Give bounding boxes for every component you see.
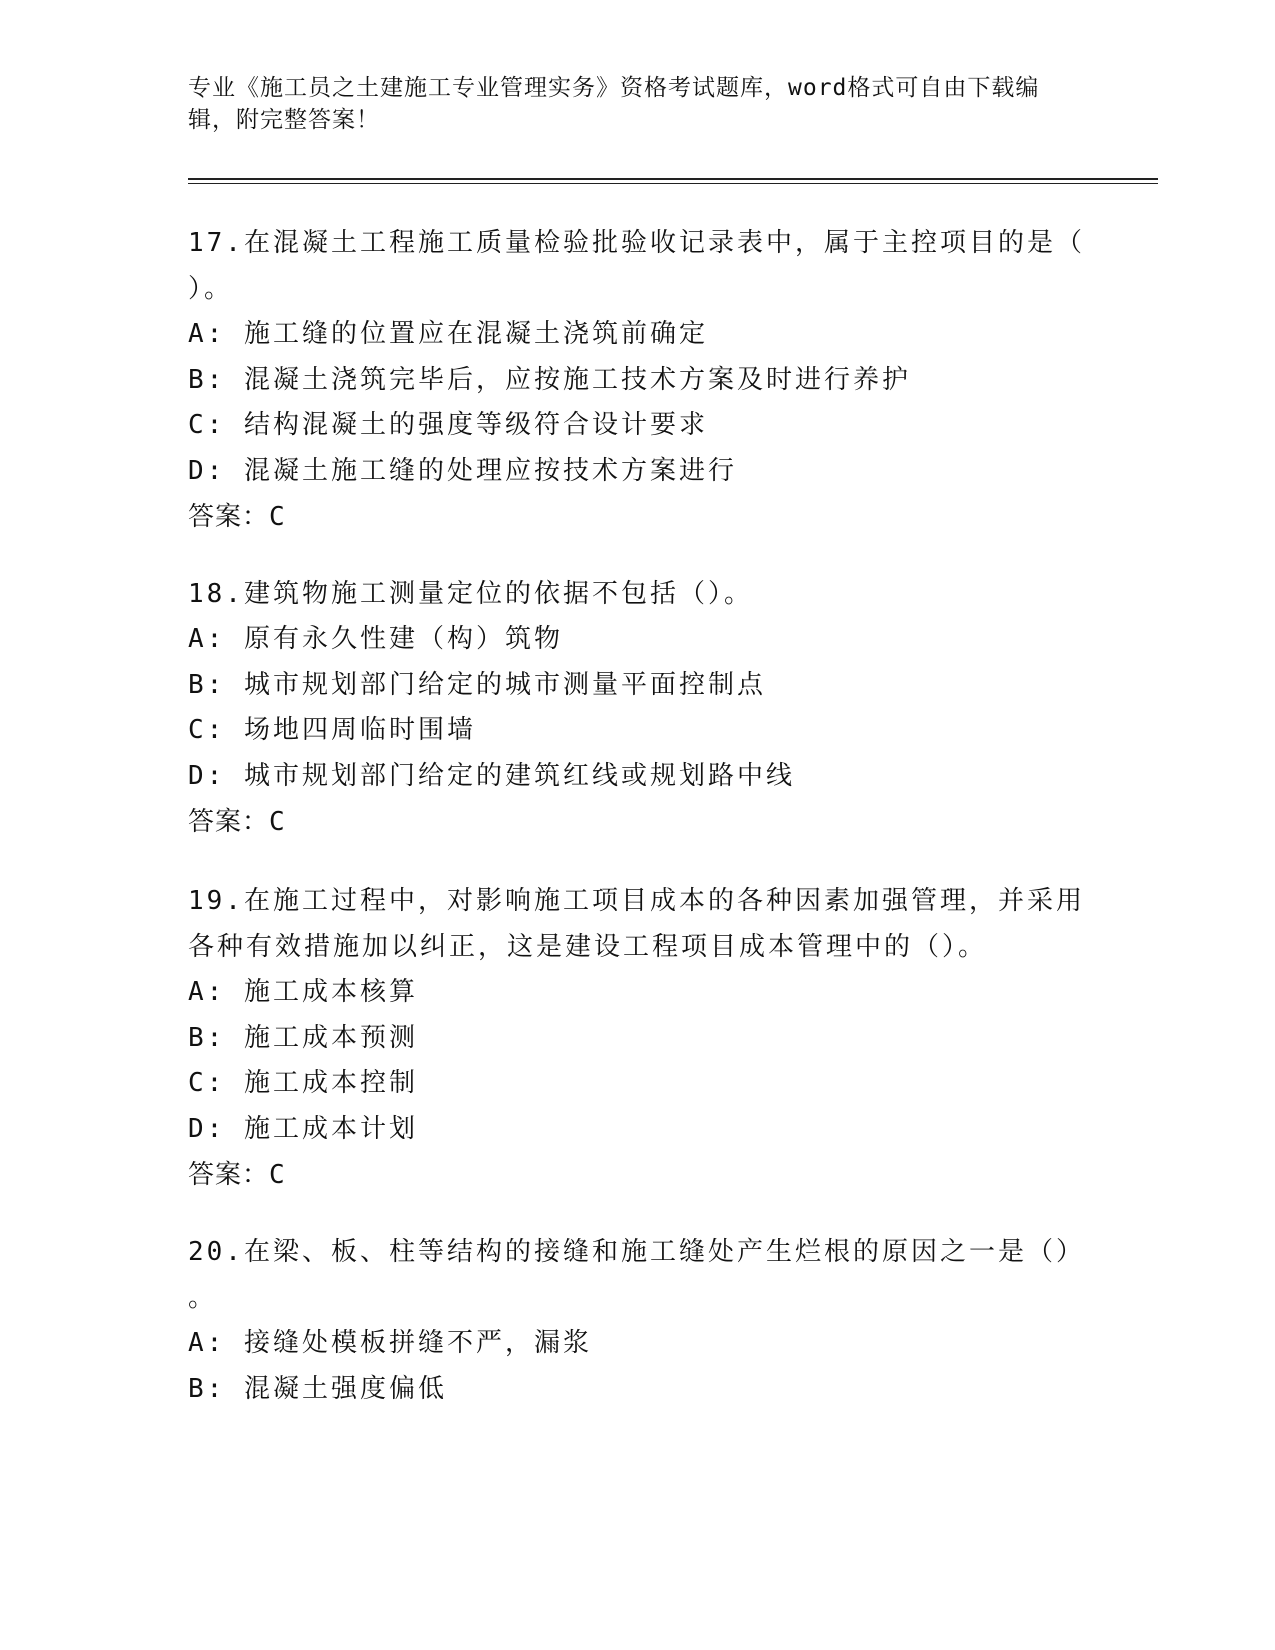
option-d: D: 城市规划部门给定的建筑红线或规划路中线 (188, 760, 795, 791)
option-d: D: 混凝土施工缝的处理应按技术方案进行 (188, 455, 737, 486)
option-b: B: 混凝土浇筑完毕后，应按施工技术方案及时进行养护 (188, 364, 911, 395)
question-stem: 19.在施工过程中，对影响施工项目成本的各种因素加强管理，并采用 (188, 886, 1085, 916)
option-d: D: 施工成本计划 (188, 1113, 418, 1144)
answer-line (188, 494, 1088, 540)
question-stem-continued: 各种有效措施加以纠正，这是建设工程项目成本管理中的（）。 (188, 932, 988, 962)
answer-label: 答案： (188, 807, 270, 837)
option-b: B: 混凝土强度偏低 (188, 1373, 447, 1404)
question-stem-continued: 。 (188, 1283, 218, 1313)
answer-label: 答案： (188, 1160, 270, 1190)
option-c: C: 施工成本控制 (188, 1068, 418, 1098)
option-a: A: 施工成本核算 (188, 977, 418, 1007)
answer-value: C (269, 502, 286, 532)
question-stem: 17.在混凝土工程施工质量检验批验收记录表中，属于主控项目的是（ (188, 228, 1085, 258)
option-a: A: 原有永久性建（构）筑物 (188, 624, 563, 654)
option-b: B: 施工成本预测 (188, 1022, 418, 1053)
question-stem-continued: ）。 (188, 274, 234, 304)
answer-label: 答案： (188, 502, 270, 532)
option-a: A: 接缝处模板拼缝不严，漏浆 (188, 1328, 592, 1358)
answer-value: C (269, 807, 286, 837)
question-stem: 20.在梁、板、柱等结构的接缝和施工缝处产生烂根的原因之一是（） (188, 1237, 1085, 1267)
option-a: A: 施工缝的位置应在混凝土浇筑前确定 (188, 319, 708, 349)
answer-value: C (269, 1160, 286, 1190)
option-c: C: 结构混凝土的强度等级符合设计要求 (188, 410, 708, 440)
header-title: 专业《施工员之土建施工专业管理实务》资格考试题库，word格式可自由下载编辑，附完整答案！ (188, 75, 1040, 133)
answer-line (188, 799, 1088, 845)
question-17 (188, 220, 1088, 540)
question-20 (188, 1229, 1088, 1412)
header-divider (188, 178, 1158, 184)
option-c: C: 场地四周临时围墙 (188, 715, 476, 745)
document-header (188, 72, 1068, 136)
question-18 (188, 571, 1088, 845)
option-b: B: 城市规划部门给定的城市测量平面控制点 (188, 669, 766, 700)
question-19 (188, 878, 1088, 1198)
answer-line (188, 1152, 1088, 1198)
question-stem: 18.建筑物施工测量定位的依据不包括（）。 (188, 579, 753, 609)
